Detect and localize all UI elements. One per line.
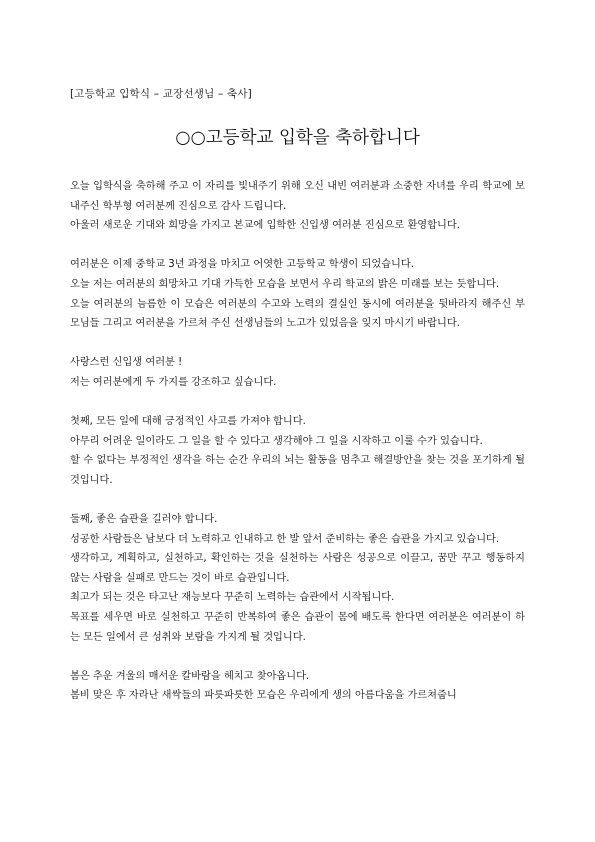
body-paragraph: 저는 여러분에게 두 가지를 강조하고 싶습니다. [70, 376, 277, 388]
body-paragraph: 여러분은 이제 중학교 3년 과정을 마치고 어엿한 고등학교 학생이 되었습니다. [70, 259, 414, 271]
body-paragraph: 목표를 세우면 바로 실천하고 꾸준히 반복하여 좋은 습관이 몸에 배도록 한다면 여러분은 여러분이 하는 모든 일에서 큰 성취와 보람을 가지게 될 것입니다. [70, 612, 525, 643]
body-paragraph: 봄은 추운 겨울의 매서운 칼바람을 헤치고 찾아옵니다. [70, 670, 310, 682]
body-paragraph: 사랑스런 신입생 여러분 ! [70, 357, 183, 369]
body-paragraph: 둘째, 좋은 습관을 길러야 합니다. [70, 514, 218, 526]
body-paragraph: 성공한 사람들은 남보다 더 노력하고 인내하고 한 발 앞서 준비하는 좋은 습관을 가지고 있습니다. [70, 533, 500, 545]
paragraph-gap [70, 334, 525, 354]
body-paragraph: 오늘 저는 여러분의 희망차고 기대 가득한 모습을 보면서 우리 학교의 밝은 미래를 보는 듯합니다. [70, 278, 500, 290]
document-title: ○○고등학교 입학을 축하합니다 [175, 128, 420, 148]
body-paragraph: 첫째, 모든 일에 대해 긍정적인 사고를 가져야 합니다. [70, 416, 306, 428]
body-paragraph: 오늘 여러분의 늠름한 이 모습은 여러분의 수고와 노력의 결실인 동시에 여러분을 뒷바라지 해주신 부모님들 그리고 여러분을 가르쳐 주신 선생님들의 노고가 있었음을 잊지 마시기 바랍니다. [70, 298, 525, 330]
body-paragraph: 오늘 입학식을 축하해 주고 이 자리를 빛내주기 위해 오신 내빈 여러분과 소중한 자녀를 우리 학교에 보내주신 학부형 여러분께 진심으로 감사 드립니다. [70, 181, 525, 212]
body-paragraph: 아무리 어려운 일이라도 그 일을 할 수 있다고 생각해야 그 일을 시작하고 이룰 수가 있습니다. [70, 435, 483, 447]
body-paragraph: 아울러 새로운 기대와 희망을 가지고 본교에 입학한 신입생 여러분 진심으로 환영합니다. [70, 220, 460, 232]
paragraph-gap [70, 393, 525, 413]
document-body [70, 177, 525, 706]
body-paragraph: 봄비 맞은 후 자라난 새싹들의 파릇파릇한 모습은 우리에게 생의 아름다움을 가르쳐줍니 [70, 690, 457, 702]
body-paragraph: 생각하고, 계획하고, 실천하고, 확인하는 것을 실천하는 사람은 성공으로 이끌고, 꿈만 꾸고 행동하지 않는 사람을 실패로 만드는 것이 바로 습관입니다. [70, 553, 525, 584]
body-paragraph: 할 수 없다는 부정적인 생각을 하는 순간 우리의 뇌는 활동을 멈추고 해결방안을 찾는 것을 포기하게 될 것입니다. [70, 455, 525, 486]
paragraph-gap [70, 491, 525, 511]
body-paragraph: 최고가 되는 것은 타고난 재능보다 꾸준히 노력하는 습관에서 시작됩니다. [70, 592, 395, 604]
paragraph-gap [70, 236, 525, 256]
paragraph-gap [70, 647, 525, 667]
document-header: [고등학교 입학식 – 교장선생님 – 축사] [70, 88, 252, 100]
